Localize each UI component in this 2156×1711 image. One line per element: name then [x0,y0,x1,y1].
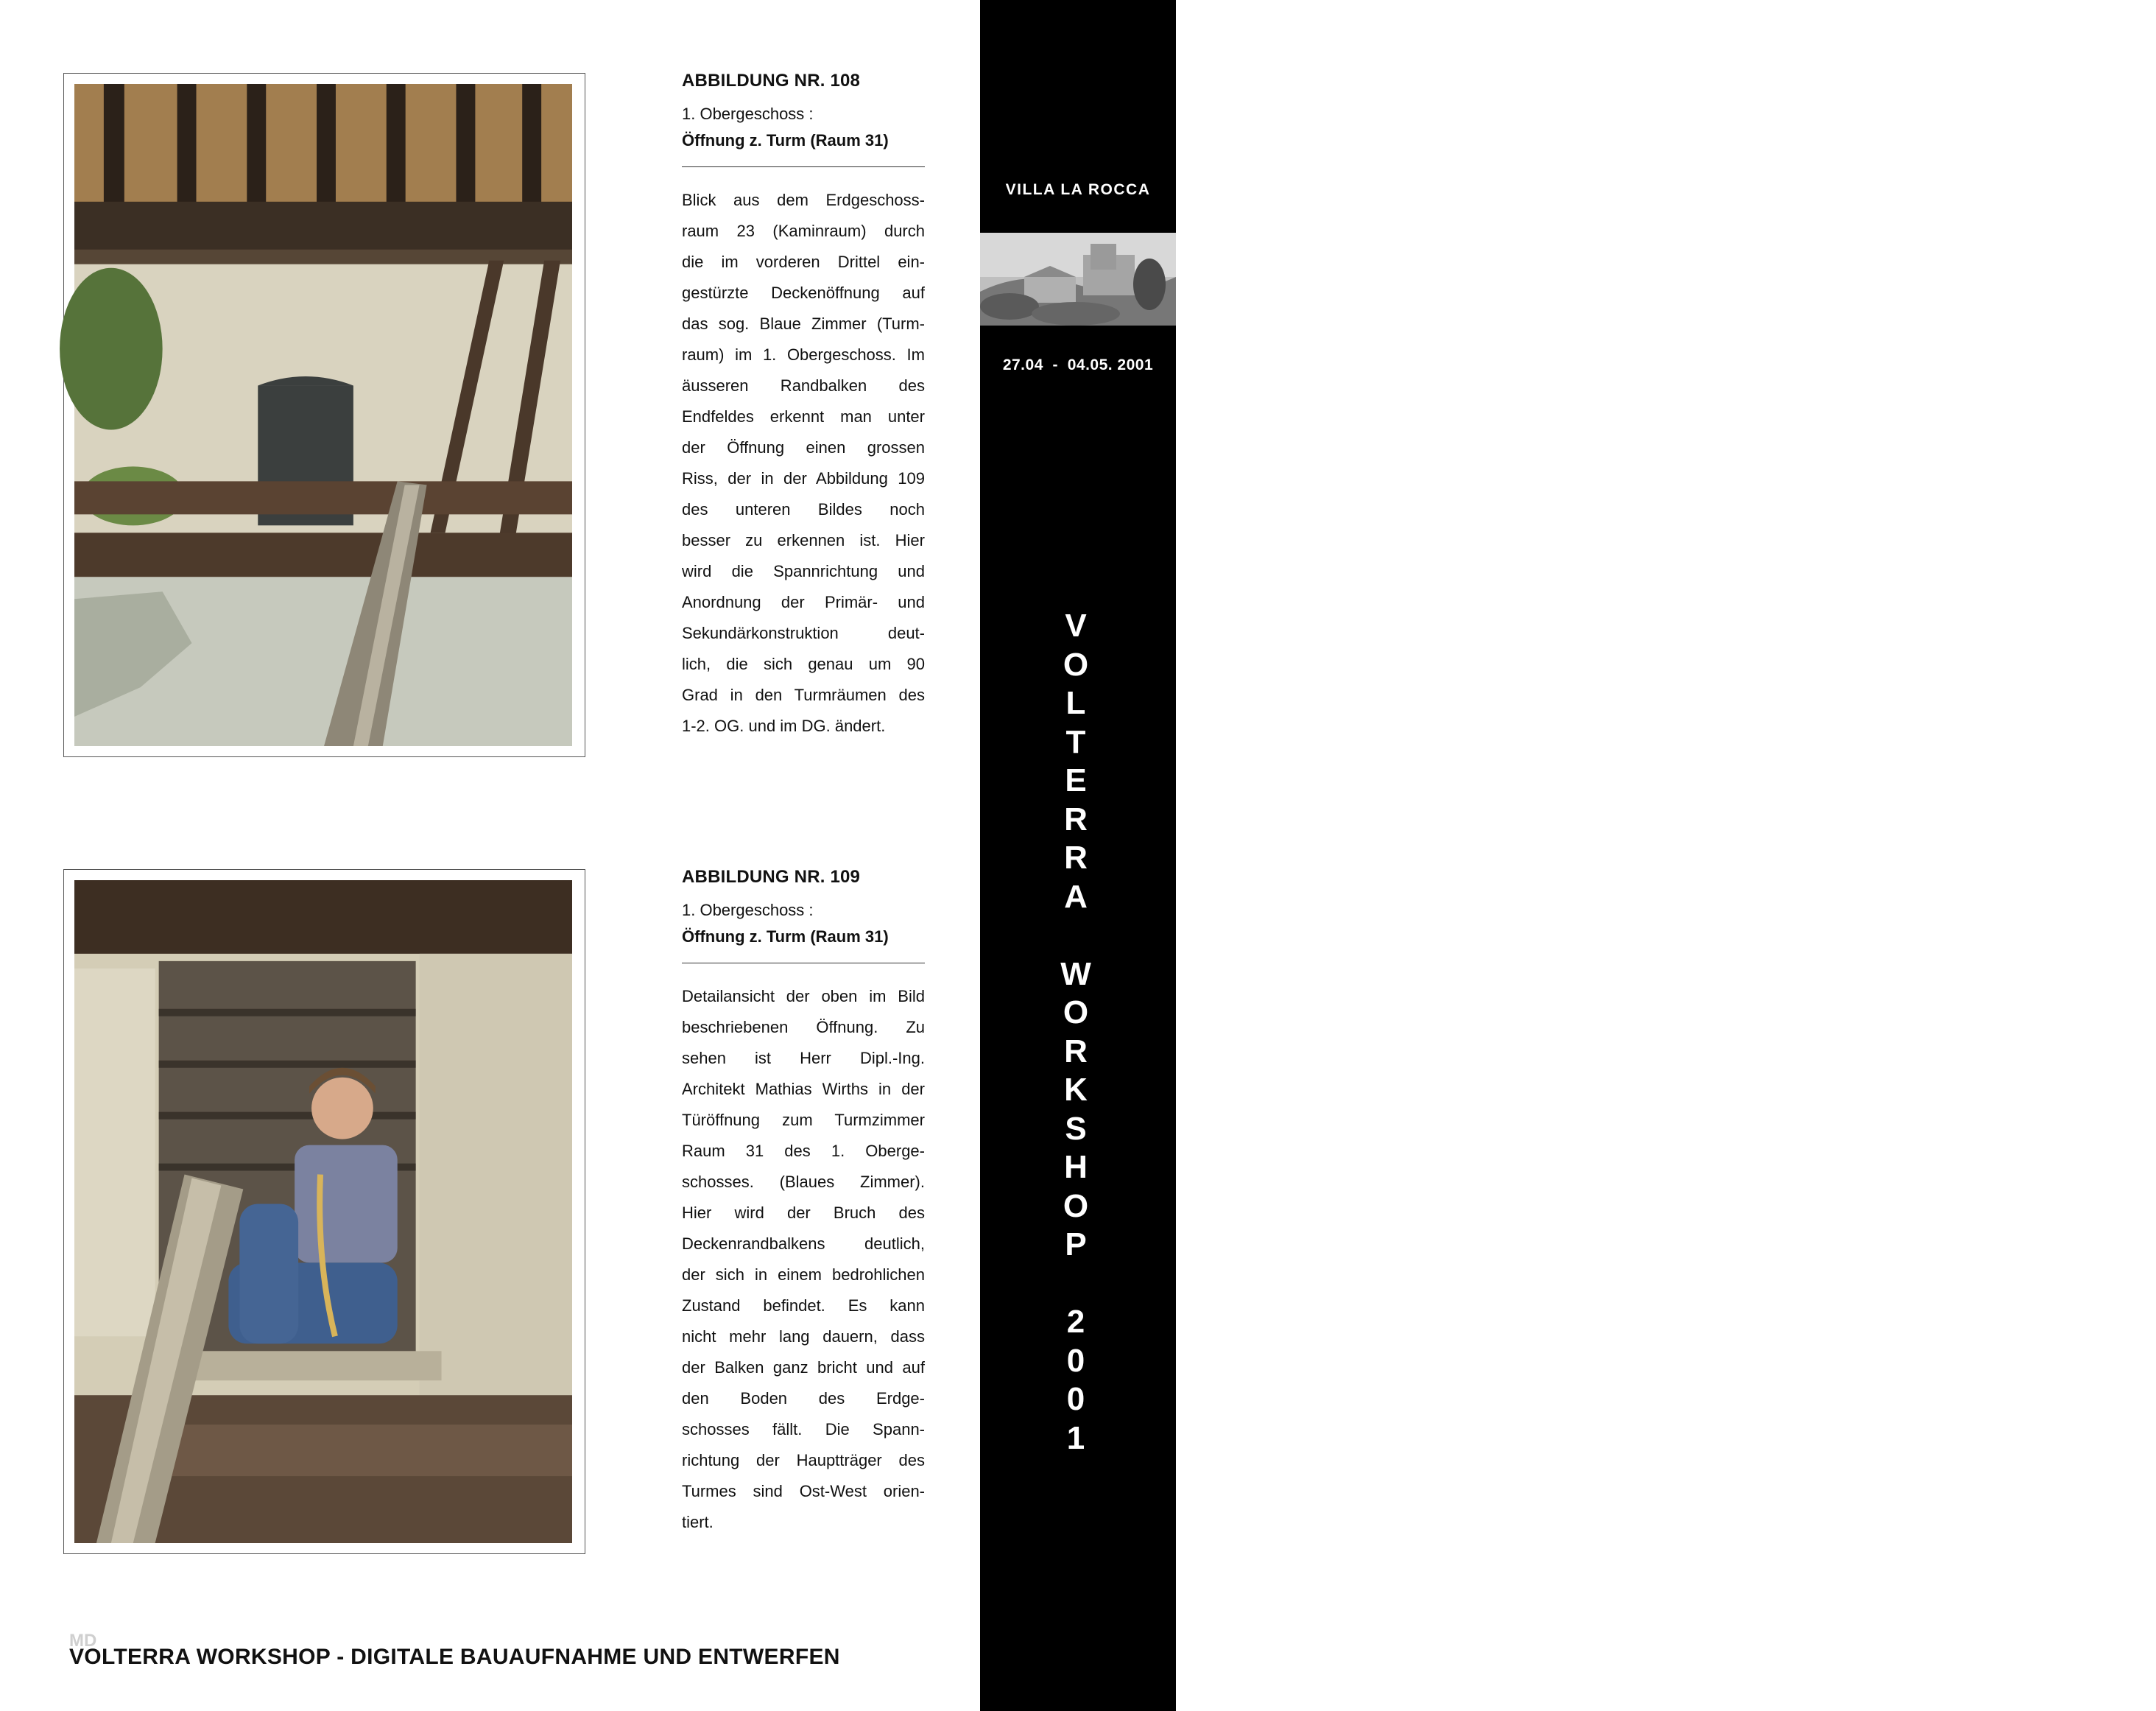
photo-frame-109 [63,869,585,1554]
vertical-letter [1046,1265,1105,1304]
room-label: Öffnung z. Turm (Raum 31) [682,131,889,150]
body-text [682,981,925,1538]
villa-photo [980,233,1176,326]
body-line: Deckenrandbalkens deutlich, [682,1234,925,1253]
figure-title: ABBILDUNG NR. 109 [682,867,861,887]
body-line: gestürzte Deckenöffnung auf [682,284,925,302]
body-line: 1-2. OG. und im DG. ändert. [682,717,886,735]
vertical-letter: 1 [1066,1419,1085,1456]
body-text [682,185,925,742]
body-line: Turmes sind Ost-West orien- [682,1482,925,1500]
body-line: den Boden des Erdge- [682,1389,925,1408]
body-line: Anordnung der Primär- und [682,593,925,611]
vertical-letter: O [1063,1187,1089,1224]
vertical-letter: S [1065,1110,1087,1147]
body-line: der sich in einem bedrohlichen [682,1265,925,1284]
vertical-letter: E [1065,762,1087,798]
body-line: der Öffnung einen grossen [682,438,925,457]
body-line: Riss, der in der Abbildung 109 [682,469,925,488]
caption-block-109 [682,867,925,1538]
body-line: Architekt Mathias Wirths in der [682,1080,925,1098]
vertical-letter: T [1065,723,1086,760]
body-line: Türöffnung zum Turmzimmer [682,1111,925,1129]
vertical-letter: O [1063,646,1089,683]
vertical-letter: R [1064,801,1088,837]
photo-frame-108 [63,73,585,757]
body-line: das sog. Blaue Zimmer (Turm- [682,315,925,333]
vertical-letter: P [1065,1226,1087,1262]
body-line: Raum 31 des 1. Oberge- [682,1142,925,1160]
caption-block-108 [682,71,925,742]
body-line: des unteren Bildes noch [682,500,925,519]
vertical-title [1046,607,1105,1458]
body-line: schosses. (Blaues Zimmer). [682,1173,925,1191]
body-line: raum 23 (Kaminraum) durch [682,222,925,240]
page-number: 74 [2042,1637,2074,1668]
vertical-letter: 2 [1066,1304,1085,1340]
vertical-letter: L [1065,685,1086,721]
room-label: Öffnung z. Turm (Raum 31) [682,927,889,946]
body-line: die im vorderen Drittel ein- [682,253,925,271]
vertical-letter: O [1063,994,1089,1030]
body-line: wird die Spannrichtung und [682,562,925,580]
vertical-letter: K [1064,1072,1088,1108]
footer-title: VOLTERRA WORKSHOP - DIGITALE BAUAUFNAHME UND ENTWERFEN [69,1645,840,1669]
body-line: Detailansicht der oben im Bild [682,987,925,1005]
body-line: besser zu erkennen ist. Hier [682,531,925,549]
body-line: beschriebenen Öffnung. Zu [682,1018,925,1036]
vertical-letter: H [1064,1149,1088,1185]
floor-label: 1. Obergeschoss : [682,901,814,919]
vertical-letter: 0 [1066,1342,1085,1379]
body-line: der Balken ganz bricht und auf [682,1358,925,1377]
body-line: nicht mehr lang dauern, dass [682,1327,925,1346]
vertical-letter: R [1064,1033,1088,1069]
vertical-letter [1046,916,1105,955]
photo-109-person-in-doorway [74,880,572,1543]
figure-title: ABBILDUNG NR. 108 [682,71,861,91]
body-line: Blick aus dem Erdgeschoss- [682,191,925,209]
body-line: raum) im 1. Obergeschoss. Im [682,345,925,364]
vertical-letter: 0 [1066,1381,1085,1417]
sidebar-title: VILLA LA ROCCA [1005,181,1151,198]
footer-mark: MD [69,1631,97,1651]
body-line: tiert. [682,1513,714,1531]
vertical-letter: V [1065,608,1087,644]
workshop-date: 27.04 - 04.05. 2001 [1002,356,1154,373]
body-line: richtung der Hauptträger des [682,1451,925,1469]
body-line: Grad in den Turmräumen des [682,686,925,704]
vertical-letter: R [1064,840,1088,876]
body-line: Zustand befindet. Es kann [682,1296,925,1315]
body-line: lich, die sich genau um 90 [682,655,925,673]
body-line: Sekundärkonstruktion deut- [682,624,925,642]
divider [682,166,925,167]
body-line: sehen ist Herr Dipl.-Ing. [682,1049,925,1067]
body-line: Endfeldes erkennt man unter [682,407,925,426]
body-line: Hier wird der Bruch des [682,1204,925,1222]
floor-label: 1. Obergeschoss : [682,105,814,123]
body-line: äusseren Randbalken des [682,376,925,395]
vertical-letter: W [1060,955,1091,992]
photo-108-ceiling-opening [74,84,572,746]
vertical-letter: A [1064,878,1088,915]
body-line: schosses fällt. Die Spann- [682,1420,925,1438]
